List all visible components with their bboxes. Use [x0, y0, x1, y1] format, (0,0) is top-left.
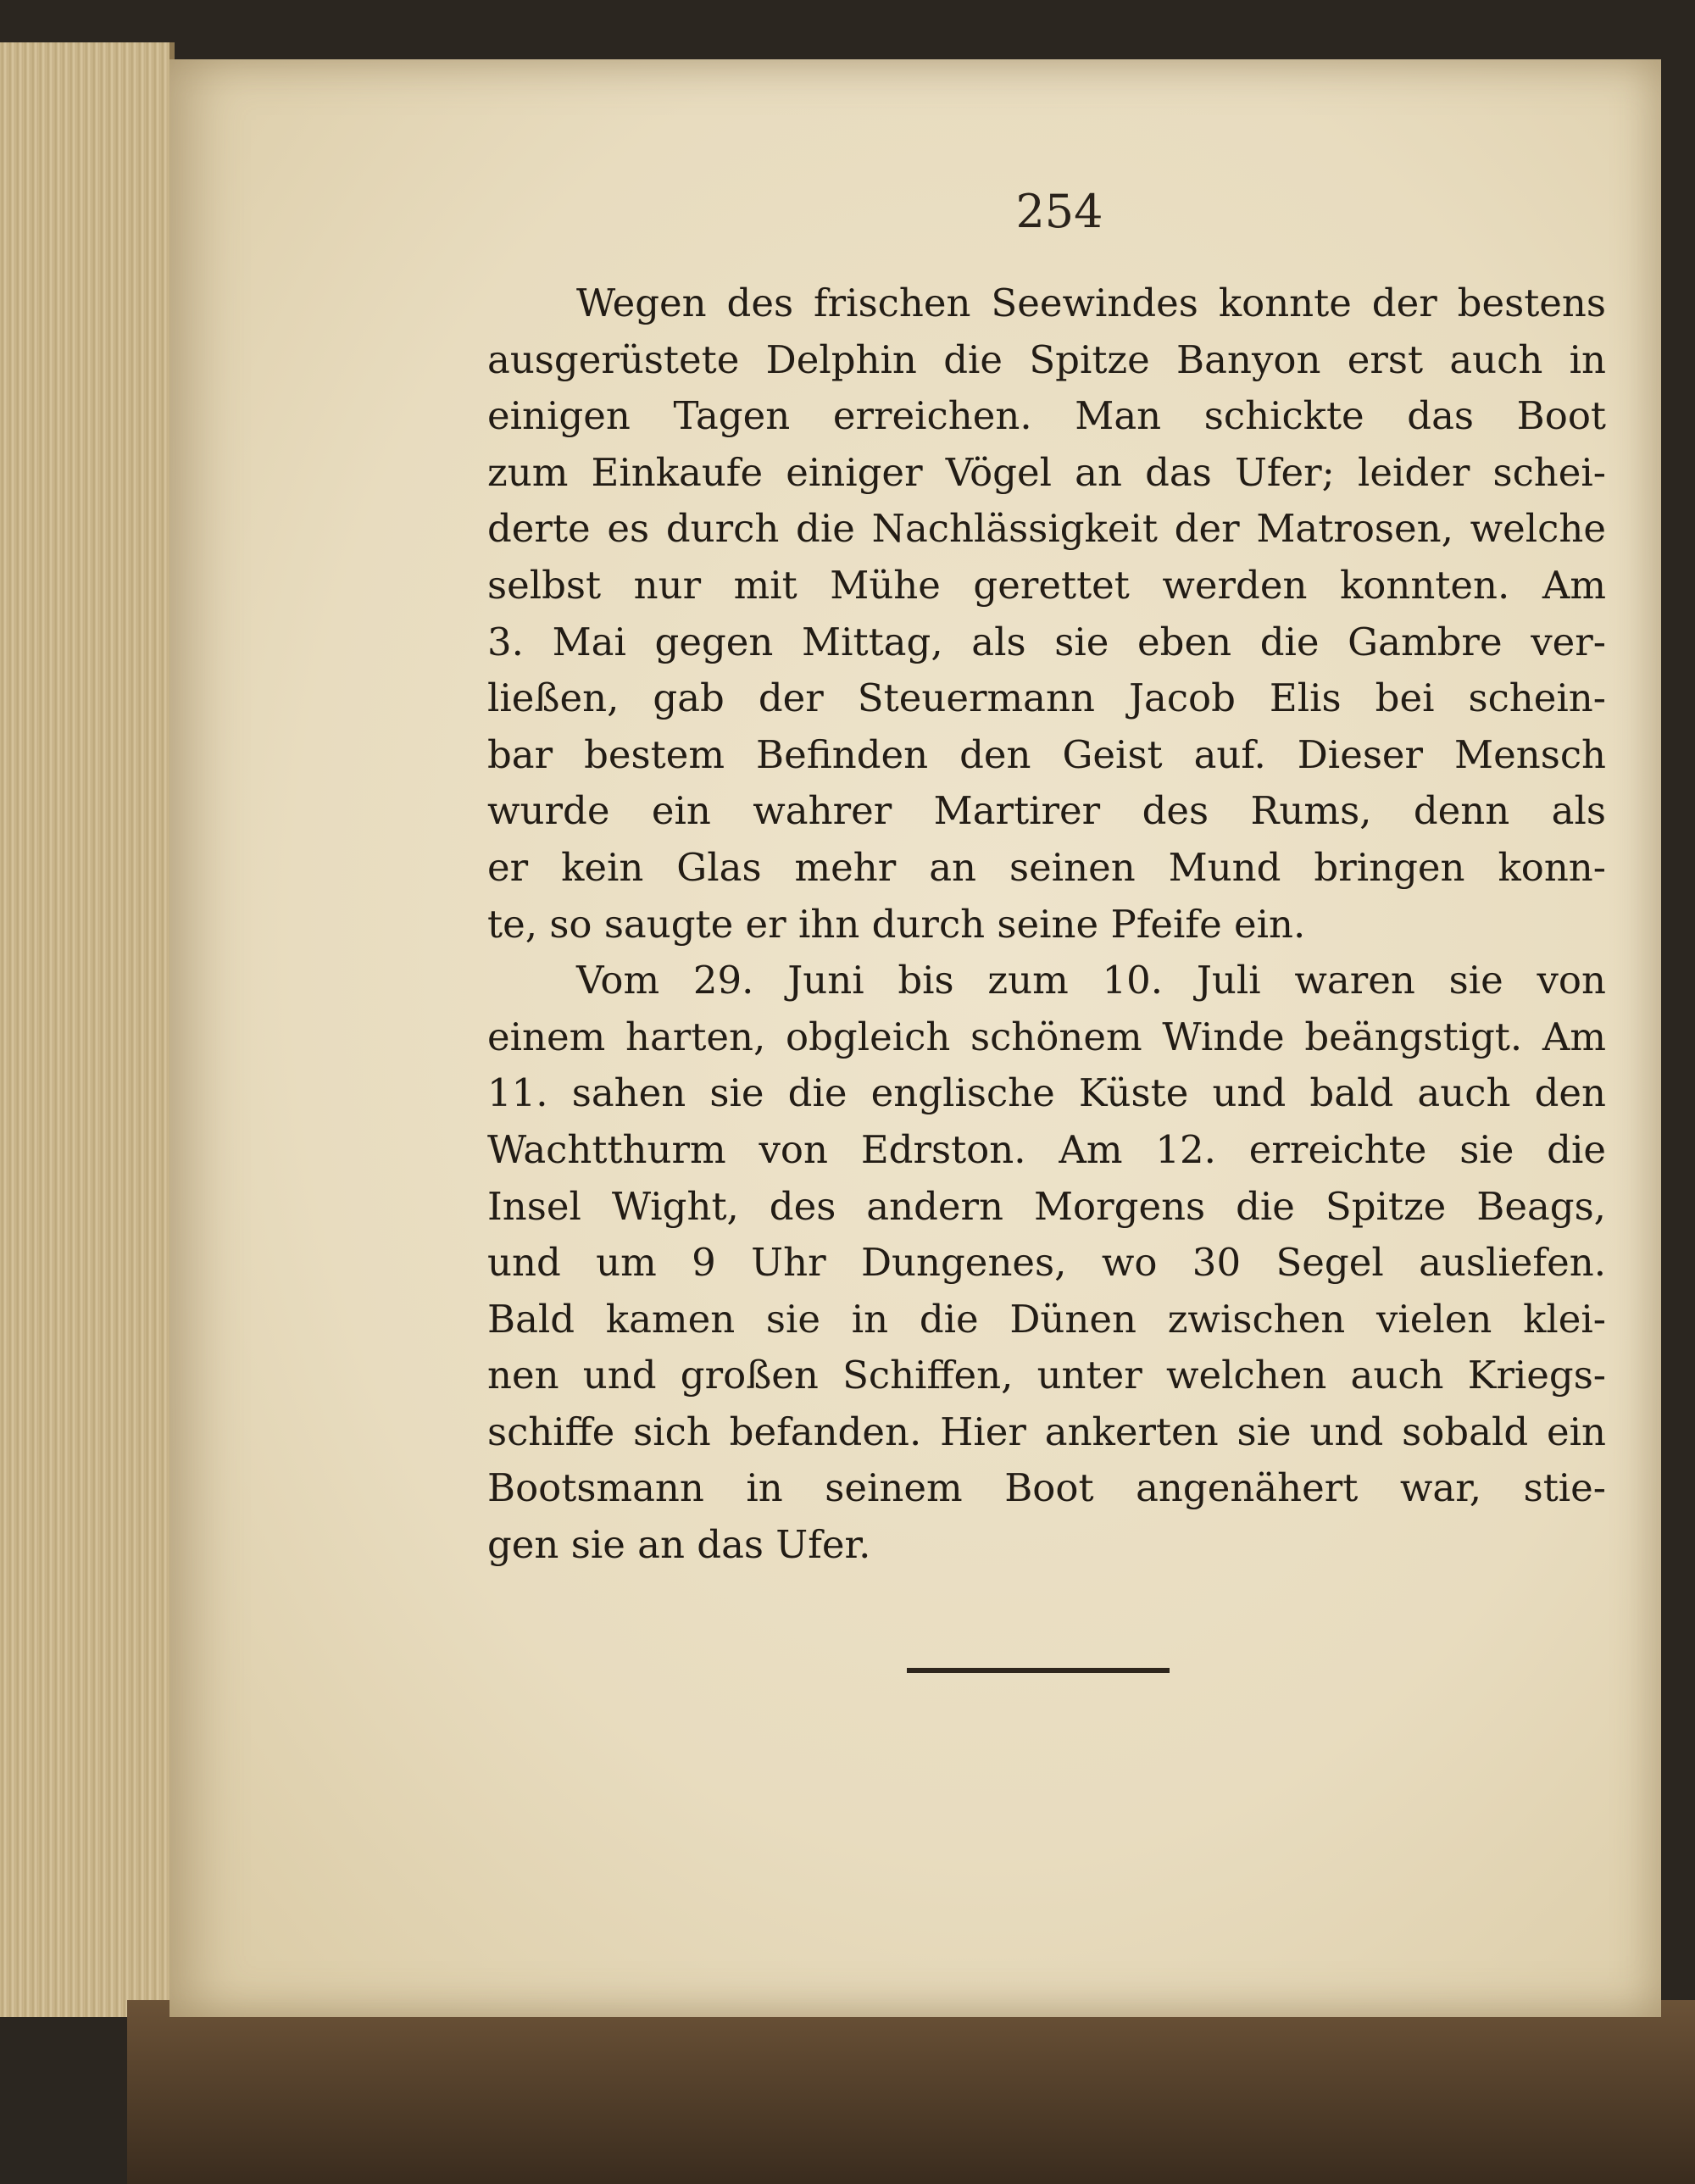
book-page-edges [0, 42, 175, 2017]
body-text [487, 275, 1606, 1574]
end-rule [907, 1668, 1170, 1673]
text-line: Bootsmann in seinem Boot angenähert war, stie- [487, 1465, 1606, 1511]
text-line: schiffe sich befanden. Hier ankerten sie und sobald ein [487, 1409, 1606, 1454]
text-line: und um 9 Uhr Dungenes, wo 30 Segel ausliefen. [487, 1240, 1606, 1286]
text-line: gen sie an das Ufer. [487, 1522, 871, 1568]
text-line: derte es durch die Nachlässigkeit der Matrosen, welche [487, 506, 1606, 552]
text-line: ausgerüstete Delphin die Spitze Banyon erst auch in [487, 336, 1606, 382]
text-line: ließen, gab der Steuermann Jacob Elis bei schein- [487, 675, 1606, 721]
text-line: wurde ein wahrer Martirer des Rums, denn als [487, 788, 1606, 834]
text-line: zum Einkaufe einiger Vögel an das Ufer; leider schei- [487, 449, 1606, 495]
text-line: Wegen des frischen Seewindes konnte der bestens [576, 281, 1606, 325]
text-line: 11. sahen sie die englische Küste und bald auch den [487, 1070, 1606, 1116]
text-line: nen und großen Schiffen, unter welchen auch Kriegs- [487, 1353, 1606, 1398]
text-line: einem harten, obgleich schönem Winde beängstigt. Am [487, 1014, 1606, 1059]
text-line: te, so saugte er ihn durch seine Pfeife ein. [487, 901, 1306, 947]
text-line: selbst nur mit Mühe gerettet werden konnten. Am [487, 562, 1606, 608]
text-line: bar bestem Befinden den Geist auf. Dieser Mensch [487, 731, 1606, 777]
text-line: Bald kamen sie in die Dünen zwischen vielen klei- [487, 1296, 1606, 1342]
text-line: 3. Mai gegen Mittag, als sie eben die Gambre ver- [487, 619, 1606, 664]
text-line: Insel Wight, des andern Morgens die Spitze Beags, [487, 1183, 1606, 1229]
text-line: er kein Glas mehr an seinen Mund bringen konn- [487, 844, 1606, 890]
text-line: einigen Tagen erreichen. Man schickte das Boot [487, 393, 1606, 439]
page-number: 254 [1015, 185, 1103, 238]
text-line: Vom 29. Juni bis zum 10. Juli waren sie von [576, 958, 1606, 1003]
book-cover-edge [127, 2000, 1695, 2184]
text-line: Wachtthurm von Edrston. Am 12. erreichte sie die [487, 1126, 1606, 1172]
